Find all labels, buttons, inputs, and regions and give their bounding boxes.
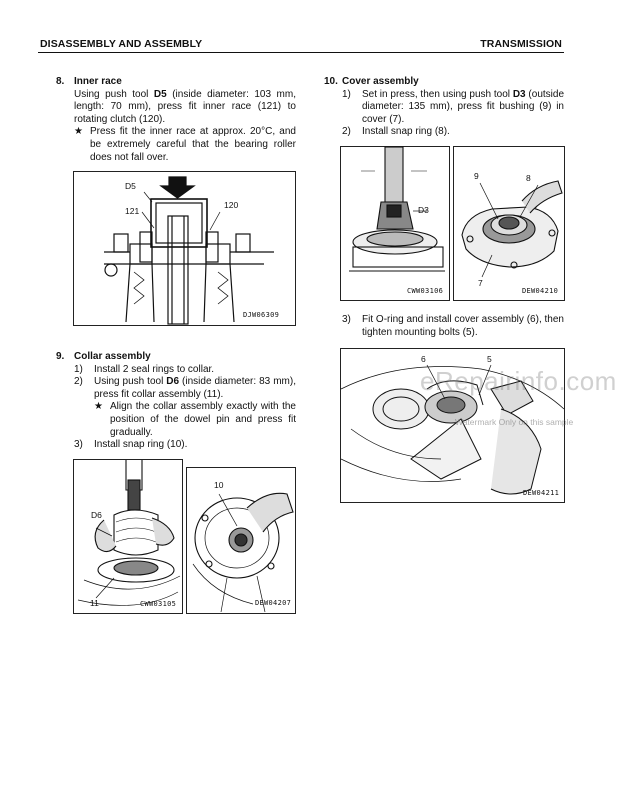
section-number: 8. — [56, 76, 65, 87]
figure-code: DJW06309 — [243, 311, 280, 319]
figure-collar-snap-ring — [186, 467, 296, 614]
callout-label: 9 — [474, 171, 479, 181]
section-heading — [324, 76, 564, 89]
note-text: Press fit the inner race at approx. 20°C, and be extremely careful that the bearing roller does not fall over. — [90, 126, 296, 163]
section-cover-assembly-continued — [324, 314, 564, 339]
section-number: 9. — [56, 351, 65, 362]
figure-bushing-press — [340, 146, 450, 301]
arrow-down-icon — [161, 177, 194, 198]
step-item: 3) Install snap ring (10). — [74, 439, 188, 451]
note — [74, 126, 296, 164]
section-inner-race — [56, 76, 296, 164]
step-item: 2) Install snap ring (8). — [342, 126, 450, 138]
section-title: Collar assembly — [74, 351, 151, 362]
tool-name: D5 — [153, 88, 167, 100]
watermark-subtext: Watermark Only on this sample — [455, 417, 574, 427]
callout-label: 6 — [421, 354, 426, 364]
tool-name: D3 — [512, 88, 526, 100]
step-item: 2) Using push tool D6 (inside diameter: 83 mm), press fit collar assembly (11). ★ Align the collar assembly exactly with the position of the dowel pin and press fit gradually. — [74, 376, 296, 438]
section-number: 10. — [324, 76, 338, 87]
figure-inner-race-press — [73, 171, 296, 326]
callout-label: 5 — [487, 354, 492, 364]
step-item: 1) Set in press, then using push tool D3 (outside diameter: 135 mm), press fit bushing (9) in cover (7). — [342, 88, 565, 125]
callout-label: 121 — [125, 206, 140, 216]
figure-collar-press — [73, 459, 183, 614]
callout-label: D5 — [125, 181, 136, 191]
star-icon: ★ — [74, 126, 83, 138]
section-title: Inner race — [74, 76, 122, 87]
callout-label: 120 — [224, 200, 239, 210]
callout-label: D6 — [91, 510, 102, 520]
note-text: Align the collar assembly exactly with the position of the dowel pin and press fit gradually. — [110, 401, 296, 438]
figure-code: CWW03105 — [140, 600, 177, 608]
figure-cover-bushing — [453, 146, 565, 301]
press-fit-illustration — [74, 172, 295, 325]
note — [94, 401, 296, 439]
callout-label: 8 — [526, 173, 531, 183]
figure-code: DEW04210 — [522, 287, 559, 295]
header-chapter-title: TRANSMISSION — [480, 38, 562, 50]
figure-code: DEW04207 — [255, 599, 292, 607]
step-item: 3) Fit O-ring and install cover assembly (6), then tighten mounting bolts (5). — [342, 314, 564, 338]
figure-code: CWW03106 — [407, 287, 444, 295]
step-item: 1) Install 2 seal rings to collar. — [74, 363, 215, 375]
section-title: Cover assembly — [342, 76, 419, 87]
figure-code: DEW04211 — [523, 489, 560, 497]
callout-label: 10 — [214, 480, 224, 490]
tool-name: D6 — [166, 376, 180, 388]
callout-label: 11 — [90, 598, 99, 608]
section-heading — [56, 76, 296, 89]
header-rule — [38, 52, 564, 53]
section-cover-assembly — [324, 76, 564, 139]
section-body: Using push tool D5 (inside diameter: 103 mm, length: 70 mm), press fit inner race (121) to rotating clutch (120). ★ Press fit the inner race at approx. 20°C, and be extremely careful that the bearing roller does not fall over. — [74, 88, 296, 163]
section-collar-assembly — [56, 351, 296, 452]
callout-label: 7 — [478, 278, 483, 288]
watermark-text: eRepairinfo.com — [420, 366, 617, 396]
section-heading — [56, 351, 296, 364]
star-icon: ★ — [94, 401, 103, 413]
header-section-title: DISASSEMBLY AND ASSEMBLY — [40, 38, 203, 50]
callout-label: D3 — [418, 205, 429, 215]
